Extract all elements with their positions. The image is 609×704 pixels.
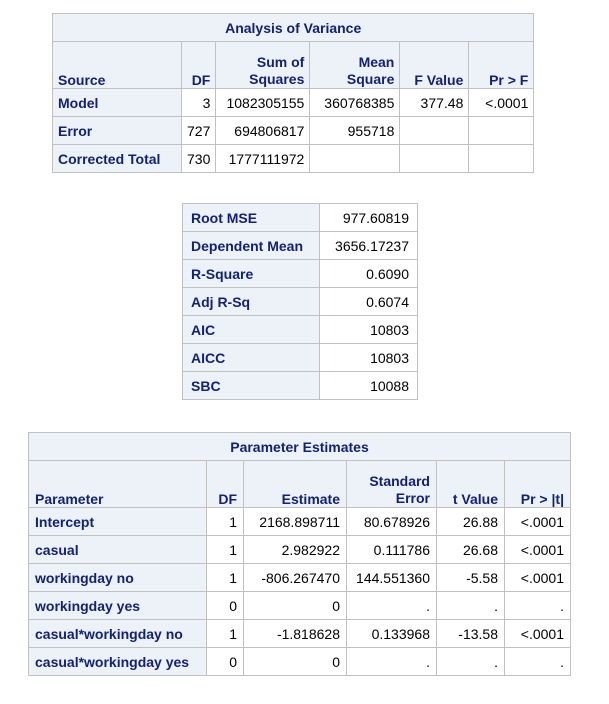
table-row: [183, 344, 418, 372]
param-estimate: -1.818628: [244, 620, 347, 648]
params-header-parameter: Parameter: [29, 461, 207, 508]
param-df: 0: [207, 592, 244, 620]
anova-header-ss-line1: Sum of: [256, 54, 305, 70]
anova-header-source: Source: [53, 42, 182, 89]
anova-header-ms-line2: Square: [346, 71, 395, 87]
anova-table: [52, 13, 534, 173]
param-se: 80.678926: [347, 508, 437, 536]
param-estimate: 2.982922: [244, 536, 347, 564]
anova-ss: 1082305155: [216, 89, 310, 117]
fit-value: 0.6074: [320, 288, 418, 316]
anova-p: [469, 145, 534, 173]
param-name: casual*workingday yes: [29, 648, 207, 676]
anova-f: 377.48: [400, 89, 469, 117]
anova-header-ms: [310, 42, 400, 89]
fit-value: 10803: [320, 316, 418, 344]
fit-value: 977.60819: [320, 204, 418, 232]
anova-f: [400, 145, 469, 173]
anova-df: 727: [182, 117, 216, 145]
param-t: -13.58: [437, 620, 505, 648]
fit-value: 3656.17237: [320, 232, 418, 260]
table-row: [183, 204, 418, 232]
fit-label: Adj R-Sq: [183, 288, 320, 316]
table-row: [29, 648, 571, 676]
params-header-t: t Value: [437, 461, 505, 508]
param-df: 1: [207, 508, 244, 536]
param-df: 1: [207, 536, 244, 564]
fit-label: Root MSE: [183, 204, 320, 232]
anova-title: Analysis of Variance: [53, 14, 534, 42]
param-t: 26.88: [437, 508, 505, 536]
param-df: 1: [207, 564, 244, 592]
anova-header-ms-line1: Mean: [358, 54, 395, 70]
table-row: [29, 592, 571, 620]
table-row: [53, 145, 534, 173]
params-header-se-line1: Standard: [369, 473, 430, 489]
param-name: workingday yes: [29, 592, 207, 620]
table-row: [53, 117, 534, 145]
param-t: -5.58: [437, 564, 505, 592]
fit-value: 0.6090: [320, 260, 418, 288]
table-row: [183, 316, 418, 344]
param-name: casual*workingday no: [29, 620, 207, 648]
param-df: 0: [207, 648, 244, 676]
anova-header-df: DF: [182, 42, 216, 89]
table-row: [183, 372, 418, 400]
params-header-estimate: Estimate: [244, 461, 347, 508]
param-se: .: [347, 648, 437, 676]
param-df: 1: [207, 620, 244, 648]
anova-source: Corrected Total: [53, 145, 182, 173]
params-header-p: Pr > |t|: [505, 461, 571, 508]
fit-label: R-Square: [183, 260, 320, 288]
fit-statistics-table: [182, 203, 418, 400]
param-p: <.0001: [505, 564, 571, 592]
anova-df: 3: [182, 89, 216, 117]
anova-header-ss-line2: Squares: [249, 71, 305, 87]
param-se: 144.551360: [347, 564, 437, 592]
fit-label: SBC: [183, 372, 320, 400]
param-t: .: [437, 592, 505, 620]
param-estimate: 0: [244, 648, 347, 676]
param-name: workingday no: [29, 564, 207, 592]
params-header-se-line2: Error: [395, 490, 430, 506]
parameter-estimates-table: [28, 432, 571, 676]
fit-value: 10803: [320, 344, 418, 372]
table-row: [183, 288, 418, 316]
anova-df: 730: [182, 145, 216, 173]
fit-label: Dependent Mean: [183, 232, 320, 260]
param-se: .: [347, 592, 437, 620]
param-estimate: 0: [244, 592, 347, 620]
param-name: Intercept: [29, 508, 207, 536]
param-p: <.0001: [505, 508, 571, 536]
anova-f: [400, 117, 469, 145]
param-se: 0.111786: [347, 536, 437, 564]
table-row: [183, 260, 418, 288]
params-header-df: DF: [207, 461, 244, 508]
anova-source: Model: [53, 89, 182, 117]
anova-p: <.0001: [469, 89, 534, 117]
anova-ss: 694806817: [216, 117, 310, 145]
param-t: 26.68: [437, 536, 505, 564]
table-row: [183, 232, 418, 260]
anova-header-ss: [216, 42, 310, 89]
table-row: [53, 89, 534, 117]
param-estimate: -806.267470: [244, 564, 347, 592]
table-row: [29, 620, 571, 648]
param-p: <.0001: [505, 620, 571, 648]
param-se: 0.133968: [347, 620, 437, 648]
param-estimate: 2168.898711: [244, 508, 347, 536]
fit-value: 10088: [320, 372, 418, 400]
anova-header-f: F Value: [400, 42, 469, 89]
anova-p: [469, 117, 534, 145]
param-t: .: [437, 648, 505, 676]
anova-source: Error: [53, 117, 182, 145]
fit-label: AIC: [183, 316, 320, 344]
params-header-se: [347, 461, 437, 508]
anova-ms: 360768385: [310, 89, 400, 117]
table-row: [29, 564, 571, 592]
params-title: Parameter Estimates: [29, 433, 571, 461]
anova-ms: [310, 145, 400, 173]
param-name: casual: [29, 536, 207, 564]
param-p: .: [505, 648, 571, 676]
param-p: .: [505, 592, 571, 620]
anova-ms: 955718: [310, 117, 400, 145]
table-row: [29, 536, 571, 564]
anova-ss: 1777111972: [216, 145, 310, 173]
param-p: <.0001: [505, 536, 571, 564]
table-row: [29, 508, 571, 536]
fit-label: AICC: [183, 344, 320, 372]
anova-header-p: Pr > F: [469, 42, 534, 89]
